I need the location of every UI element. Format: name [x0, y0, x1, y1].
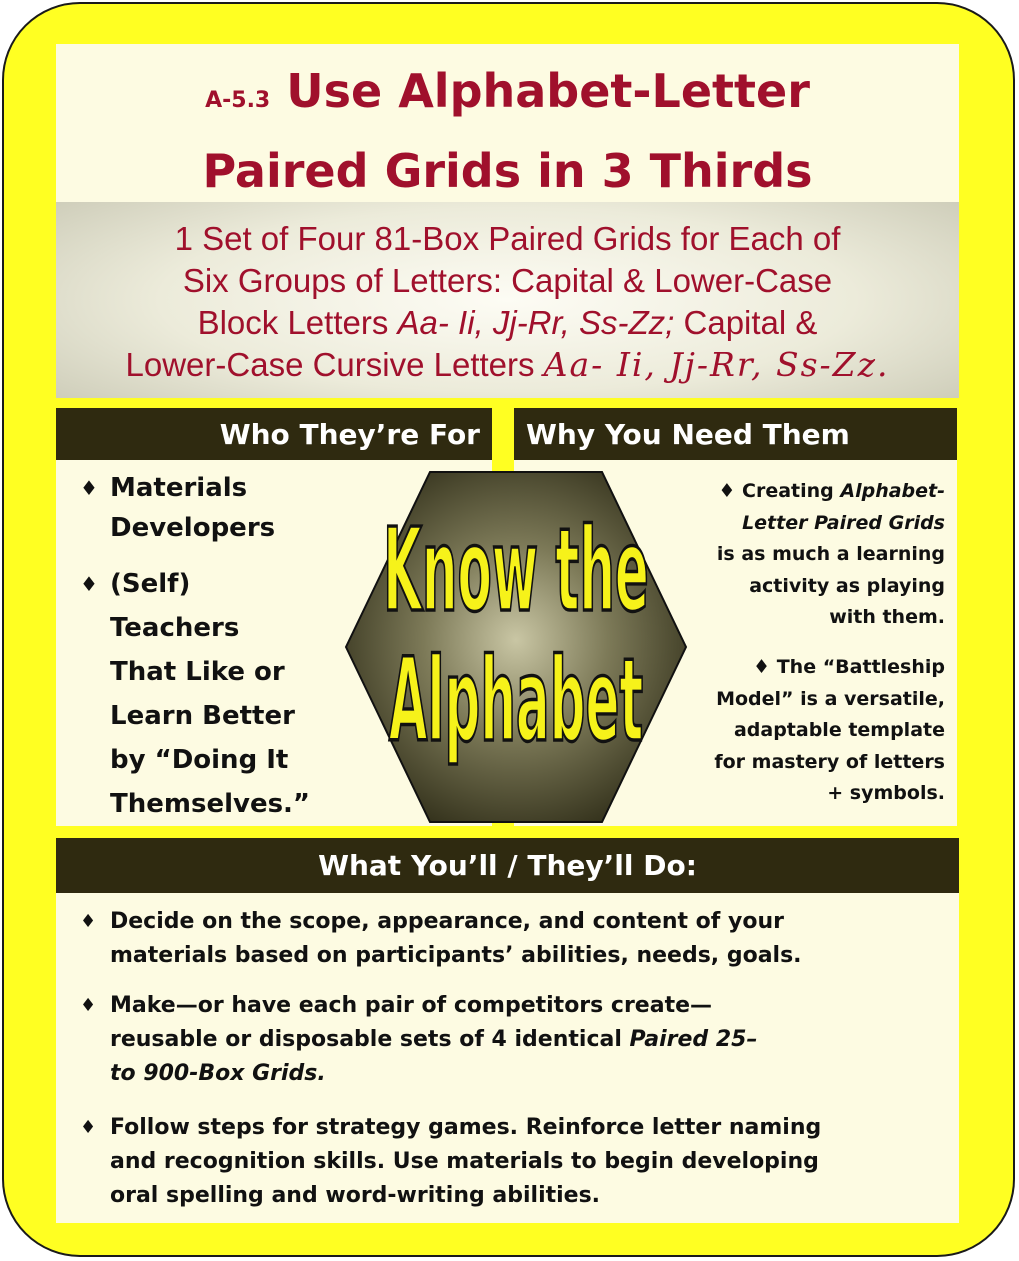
why-item-2 — [714, 652, 945, 810]
hexagon-logo-graphic — [344, 470, 688, 824]
title-panel — [56, 44, 959, 202]
who-heading: Who They’re For — [219, 417, 480, 451]
subtitle-line-4-prefix: Lower-Case Cursive Letters — [125, 346, 544, 383]
do-item-2 — [80, 989, 758, 1091]
bullet-diamond-icon: ♦ — [718, 480, 736, 502]
why-heading: Why You Need Them — [526, 417, 850, 451]
who-item-2-line-2: Teachers — [110, 613, 240, 643]
cursive-letter-ranges: Aa- Ii, Jj-Rr, Ss-Zz. — [543, 345, 890, 384]
bullet-diamond-icon: ♦ — [80, 572, 98, 596]
why-item-2-line-5: + symbols. — [827, 782, 945, 804]
know-the-alphabet-logo — [344, 470, 688, 824]
why-item-1-italic-1: Alphabet- — [840, 480, 945, 502]
why-item-1 — [717, 476, 945, 634]
logo-line-2: Alphabet — [388, 633, 644, 768]
do-item-3 — [80, 1111, 822, 1213]
who-item-2 — [80, 562, 311, 826]
lesson-code: A-5.3 — [205, 88, 271, 113]
why-item-2-line-2: Model” is a versatile, — [716, 687, 945, 710]
subtitle-line-3-prefix: Block Letters — [197, 304, 398, 341]
why-item-2-line-4: for mastery of letters — [714, 750, 945, 773]
do-panel — [56, 893, 959, 1223]
page-title-line-2: Paired Grids in 3 Thirds — [202, 144, 813, 198]
logo-line-1: Know the — [383, 503, 649, 638]
subtitle-line-4 — [56, 344, 959, 386]
why-item-1-line-1 — [717, 476, 945, 508]
subtitle-line-3 — [56, 302, 959, 344]
why-item-2-text-1: The “Battleship — [776, 656, 945, 678]
bullet-diamond-icon: ♦ — [80, 476, 98, 500]
do-item-2-italic-1: Paired 25– — [629, 1027, 758, 1052]
subtitle-line-2: Six Groups of Letters: Capital & Lower-Case — [182, 262, 833, 299]
who-item-2-line-1: (Self) — [110, 569, 191, 599]
do-item-1 — [80, 905, 802, 973]
do-item-2-line-1: Make—or have each pair of competitors create— — [110, 993, 713, 1018]
why-item-2-line-3: adaptable template — [733, 719, 945, 741]
bullet-diamond-icon: ♦ — [80, 911, 97, 932]
do-item-3-line-1: Follow steps for strategy games. Reinforce letter naming — [110, 1115, 822, 1140]
page-title-line-1 — [56, 56, 959, 136]
do-item-2-line-3: to 900-Box Grids. — [110, 1061, 326, 1086]
bullet-diamond-icon: ♦ — [80, 995, 97, 1016]
subtitle-line-1: 1 Set of Four 81-Box Paired Grids for Each of — [174, 220, 841, 257]
why-item-1-line-4: activity as playing — [749, 574, 945, 597]
do-heading-bar — [56, 838, 959, 893]
who-item-1 — [80, 466, 276, 550]
why-item-1-line-2: Letter Paired Grids — [742, 511, 945, 534]
do-item-2-line-2 — [110, 1023, 757, 1057]
do-item-2-prefix: reusable or disposable sets of 4 identical — [110, 1027, 630, 1052]
who-item-1-line-1: Materials — [110, 473, 248, 503]
why-heading-bar — [514, 408, 957, 460]
subtitle-line-3-suffix: Capital & — [674, 304, 818, 341]
bullet-diamond-icon: ♦ — [753, 656, 771, 678]
do-item-3-line-3: oral spelling and word-writing abilities. — [110, 1183, 601, 1208]
who-item-1-line-2: Developers — [110, 513, 276, 543]
do-item-1-line-2: materials based on participants’ abilities, needs, goals. — [110, 943, 802, 968]
do-heading: What You’ll / They’ll Do: — [318, 849, 697, 882]
why-item-2-line-1 — [714, 652, 945, 684]
why-item-1-line-5: with them. — [829, 606, 945, 628]
why-item-1-prefix: Creating — [742, 480, 841, 502]
who-item-2-line-5: by “Doing It — [110, 745, 289, 775]
block-letter-ranges: Aa- Ii, Jj-Rr, Ss-Zz; — [397, 304, 675, 341]
title-text-1: Use Alphabet-Letter — [286, 64, 810, 118]
do-item-3-line-2: and recognition skills. Use materials to begin developing — [110, 1149, 819, 1174]
do-item-1-line-1: Decide on the scope, appearance, and content of your — [110, 909, 784, 934]
subtitle-panel — [56, 202, 959, 398]
who-item-2-line-3: That Like or — [110, 657, 285, 687]
who-item-2-line-4: Learn Better — [110, 701, 295, 731]
who-item-2-line-6: Themselves.” — [110, 789, 311, 819]
who-heading-bar — [56, 408, 492, 460]
bullet-diamond-icon: ♦ — [80, 1117, 97, 1138]
why-item-1-line-3: is as much a learning — [716, 543, 945, 565]
